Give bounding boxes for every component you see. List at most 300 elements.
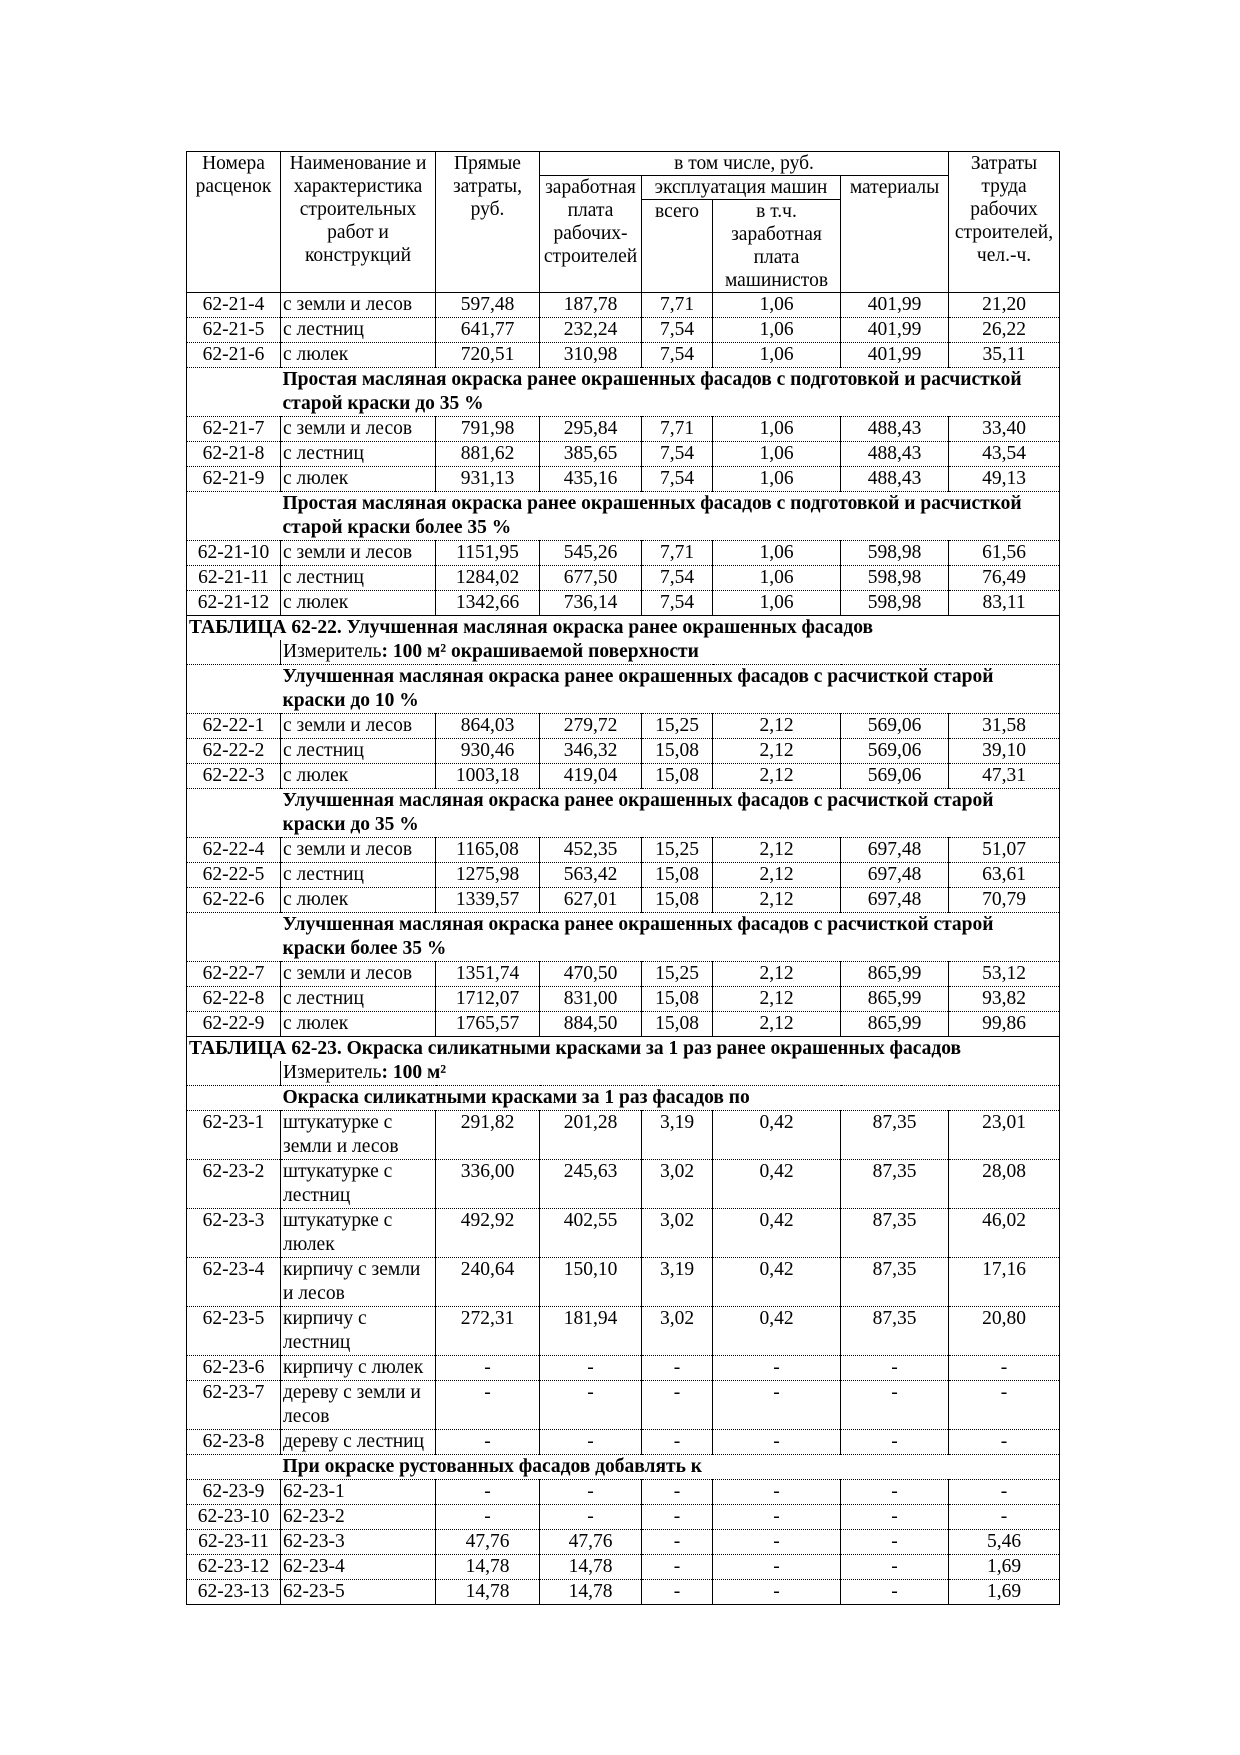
- cell-direct-cost: 47,76: [436, 1530, 540, 1555]
- cell-name: кирпичу с лестниц: [281, 1307, 436, 1356]
- cell-wage: 452,35: [540, 838, 642, 863]
- cell-machines-wage: -: [713, 1505, 841, 1530]
- cell-labor: 39,10: [949, 739, 1060, 764]
- cell-machines-wage: 1,06: [713, 293, 841, 318]
- cell-wage: 14,78: [540, 1580, 642, 1605]
- cell-machines-total: 3,19: [642, 1111, 713, 1160]
- cell-name: дереву с лестниц: [281, 1430, 436, 1455]
- table-row: [187, 1209, 1060, 1258]
- cell-wage: 385,65: [540, 442, 642, 467]
- table-row: [187, 318, 1060, 343]
- cell-direct-cost: 930,46: [436, 739, 540, 764]
- cell-materials: 488,43: [841, 417, 949, 442]
- cell-machines-total: 15,08: [642, 987, 713, 1012]
- cell-materials: -: [841, 1555, 949, 1580]
- cell-wage: 201,28: [540, 1111, 642, 1160]
- cell-materials: -: [841, 1381, 949, 1430]
- cell-wage: -: [540, 1381, 642, 1430]
- cell-name: с земли и лесов: [281, 838, 436, 863]
- cell-code: 62-21-11: [187, 566, 281, 591]
- cell-machines-wage: 2,12: [713, 764, 841, 789]
- cell-machines-wage: -: [713, 1381, 841, 1430]
- cell-wage: 232,24: [540, 318, 642, 343]
- cell-direct-cost: 1765,57: [436, 1012, 540, 1037]
- table-title-row: [187, 1037, 1060, 1062]
- cell-materials: 569,06: [841, 739, 949, 764]
- cell-labor: 31,58: [949, 714, 1060, 739]
- table-row: [187, 591, 1060, 616]
- cell-materials: 87,35: [841, 1307, 949, 1356]
- cell-name: с земли и лесов: [281, 962, 436, 987]
- cell-code: 62-23-7: [187, 1381, 281, 1430]
- cell-wage: 677,50: [540, 566, 642, 591]
- cell-direct-cost: 240,64: [436, 1258, 540, 1307]
- table-row: [187, 566, 1060, 591]
- header-direct: Прямые затраты, руб.: [436, 152, 540, 293]
- section-heading: Окраска силикатными красками за 1 раз фасадов по: [281, 1086, 1060, 1111]
- table-row: [187, 714, 1060, 739]
- cell-wage: 245,63: [540, 1160, 642, 1209]
- cell-machines-total: 7,54: [642, 442, 713, 467]
- cell-machines-wage: 2,12: [713, 987, 841, 1012]
- cell-labor: -: [949, 1505, 1060, 1530]
- cell-machines-total: -: [642, 1530, 713, 1555]
- table-title-row: [187, 616, 1060, 641]
- cell-wage: -: [540, 1356, 642, 1381]
- cell-labor: 70,79: [949, 888, 1060, 913]
- section-heading: Простая масляная окраска ранее окрашенных фасадов с подготовкой и расчисткой старой краски до 35 %: [281, 368, 1060, 417]
- cell-labor: 1,69: [949, 1580, 1060, 1605]
- cell-name: с люлек: [281, 764, 436, 789]
- header-labor: Затраты труда рабочих строителей, чел.-ч.: [949, 152, 1060, 293]
- cell-machines-total: 7,54: [642, 343, 713, 368]
- cell-machines-total: -: [642, 1555, 713, 1580]
- cell-labor: 23,01: [949, 1111, 1060, 1160]
- table-row: [187, 343, 1060, 368]
- cell-wage: 402,55: [540, 1209, 642, 1258]
- cell-direct-cost: 492,92: [436, 1209, 540, 1258]
- measure-spacer: [187, 640, 281, 665]
- header-row-1: [187, 152, 1060, 176]
- cell-machines-wage: 0,42: [713, 1258, 841, 1307]
- cell-direct-cost: -: [436, 1356, 540, 1381]
- cell-materials: 569,06: [841, 764, 949, 789]
- cell-code: 62-22-4: [187, 838, 281, 863]
- cell-direct-cost: 1284,02: [436, 566, 540, 591]
- cell-code: 62-23-10: [187, 1505, 281, 1530]
- measure-value: : 100 м² окрашиваемой поверхности: [381, 641, 699, 662]
- header-wage: заработная плата рабочих-строителей: [540, 176, 642, 293]
- header-name: Наименование и характеристика строительных работ и конструкций: [281, 152, 436, 293]
- cell-machines-wage: 1,06: [713, 442, 841, 467]
- cell-direct-cost: 1165,08: [436, 838, 540, 863]
- cell-code: 62-22-5: [187, 863, 281, 888]
- table-row: [187, 1356, 1060, 1381]
- cell-machines-wage: -: [713, 1430, 841, 1455]
- cell-machines-wage: 2,12: [713, 1012, 841, 1037]
- cell-labor: 21,20: [949, 293, 1060, 318]
- cell-machines-total: 15,08: [642, 764, 713, 789]
- cell-direct-cost: -: [436, 1381, 540, 1430]
- cell-materials: 865,99: [841, 987, 949, 1012]
- table-row: [187, 1307, 1060, 1356]
- cell-code: 62-22-2: [187, 739, 281, 764]
- cell-wage: 310,98: [540, 343, 642, 368]
- cell-labor: 83,11: [949, 591, 1060, 616]
- measure-row: [187, 1061, 1060, 1086]
- cell-labor: 26,22: [949, 318, 1060, 343]
- cell-labor: 46,02: [949, 1209, 1060, 1258]
- cell-machines-total: 7,71: [642, 417, 713, 442]
- cell-machines-wage: 1,06: [713, 591, 841, 616]
- table-row: [187, 1580, 1060, 1605]
- section-heading-row: [187, 1455, 1060, 1480]
- cell-materials: 598,98: [841, 566, 949, 591]
- table-row: [187, 1160, 1060, 1209]
- cell-name: 62-23-3: [281, 1530, 436, 1555]
- cell-materials: 598,98: [841, 591, 949, 616]
- measure-unit: [281, 1061, 1060, 1086]
- cell-materials: 87,35: [841, 1258, 949, 1307]
- cell-materials: -: [841, 1505, 949, 1530]
- cell-materials: 697,48: [841, 863, 949, 888]
- cell-wage: 295,84: [540, 417, 642, 442]
- table-row: [187, 1012, 1060, 1037]
- table-row: [187, 1381, 1060, 1430]
- table-row: [187, 1111, 1060, 1160]
- cell-code: 62-23-13: [187, 1580, 281, 1605]
- cell-machines-wage: 0,42: [713, 1111, 841, 1160]
- cell-code: 62-21-9: [187, 467, 281, 492]
- cell-materials: 87,35: [841, 1209, 949, 1258]
- table-row: [187, 987, 1060, 1012]
- table-row: [187, 1258, 1060, 1307]
- cell-wage: 187,78: [540, 293, 642, 318]
- section-heading: При окраске рустованных фасадов добавлять к: [281, 1455, 1060, 1480]
- cell-labor: 17,16: [949, 1258, 1060, 1307]
- cell-machines-total: -: [642, 1430, 713, 1455]
- cell-machines-wage: -: [713, 1530, 841, 1555]
- cell-name: с лестниц: [281, 442, 436, 467]
- cell-wage: 627,01: [540, 888, 642, 913]
- cell-name: кирпичу с земли и лесов: [281, 1258, 436, 1307]
- table-row: [187, 1480, 1060, 1505]
- cell-wage: 279,72: [540, 714, 642, 739]
- cell-direct-cost: 931,13: [436, 467, 540, 492]
- cell-name: с земли и лесов: [281, 417, 436, 442]
- measure-label: Измеритель: [283, 1062, 382, 1083]
- cell-name: с люлек: [281, 467, 436, 492]
- cell-code: 62-21-5: [187, 318, 281, 343]
- cell-machines-total: 15,25: [642, 838, 713, 863]
- cell-wage: 419,04: [540, 764, 642, 789]
- cell-machines-wage: -: [713, 1580, 841, 1605]
- cell-materials: -: [841, 1580, 949, 1605]
- cell-code: 62-21-4: [187, 293, 281, 318]
- cell-machines-total: 3,19: [642, 1258, 713, 1307]
- cell-materials: -: [841, 1430, 949, 1455]
- cell-machines-wage: 0,42: [713, 1209, 841, 1258]
- cell-machines-total: 15,08: [642, 863, 713, 888]
- cell-labor: 99,86: [949, 1012, 1060, 1037]
- section-spacer: [187, 1086, 281, 1111]
- cell-machines-wage: 1,06: [713, 467, 841, 492]
- cell-wage: -: [540, 1430, 642, 1455]
- header-code: Номера расценок: [187, 152, 281, 293]
- cell-labor: 35,11: [949, 343, 1060, 368]
- cell-machines-wage: 2,12: [713, 962, 841, 987]
- cell-machines-wage: 1,06: [713, 417, 841, 442]
- cell-machines-total: -: [642, 1580, 713, 1605]
- cell-machines-total: 7,54: [642, 318, 713, 343]
- measure-value: : 100 м²: [381, 1062, 447, 1083]
- cell-machines-total: 3,02: [642, 1160, 713, 1209]
- cell-direct-cost: 14,78: [436, 1555, 540, 1580]
- measure-spacer: [187, 1061, 281, 1086]
- rates-table: [186, 151, 1060, 1605]
- cell-wage: 545,26: [540, 541, 642, 566]
- table-row: [187, 442, 1060, 467]
- cell-materials: 401,99: [841, 318, 949, 343]
- cell-labor: 61,56: [949, 541, 1060, 566]
- cell-code: 62-23-11: [187, 1530, 281, 1555]
- cell-code: 62-22-9: [187, 1012, 281, 1037]
- cell-name: с лестниц: [281, 739, 436, 764]
- cell-labor: 5,46: [949, 1530, 1060, 1555]
- table-row: [187, 764, 1060, 789]
- table-row: [187, 1555, 1060, 1580]
- cell-machines-wage: -: [713, 1555, 841, 1580]
- cell-code: 62-21-10: [187, 541, 281, 566]
- header-machines-wage: в т.ч. заработная плата машинистов: [713, 200, 841, 293]
- section-spacer: [187, 789, 281, 838]
- cell-labor: -: [949, 1356, 1060, 1381]
- cell-materials: 697,48: [841, 888, 949, 913]
- cell-labor: 43,54: [949, 442, 1060, 467]
- cell-labor: 49,13: [949, 467, 1060, 492]
- section-heading-row: [187, 913, 1060, 962]
- cell-wage: 736,14: [540, 591, 642, 616]
- cell-name: с земли и лесов: [281, 541, 436, 566]
- cell-machines-total: -: [642, 1505, 713, 1530]
- cell-direct-cost: -: [436, 1480, 540, 1505]
- cell-machines-wage: -: [713, 1480, 841, 1505]
- cell-direct-cost: -: [436, 1430, 540, 1455]
- table-row: [187, 293, 1060, 318]
- cell-machines-total: -: [642, 1381, 713, 1430]
- cell-machines-total: -: [642, 1356, 713, 1381]
- cell-machines-total: -: [642, 1480, 713, 1505]
- cell-machines-total: 3,02: [642, 1307, 713, 1356]
- cell-machines-total: 15,25: [642, 962, 713, 987]
- cell-direct-cost: 1712,07: [436, 987, 540, 1012]
- cell-wage: 150,10: [540, 1258, 642, 1307]
- cell-wage: 470,50: [540, 962, 642, 987]
- cell-machines-wage: 2,12: [713, 838, 841, 863]
- cell-materials: 569,06: [841, 714, 949, 739]
- cell-code: 62-21-6: [187, 343, 281, 368]
- cell-wage: 435,16: [540, 467, 642, 492]
- cell-name: с люлек: [281, 343, 436, 368]
- cell-materials: 697,48: [841, 838, 949, 863]
- cell-code: 62-22-8: [187, 987, 281, 1012]
- cell-direct-cost: 291,82: [436, 1111, 540, 1160]
- cell-direct-cost: 1151,95: [436, 541, 540, 566]
- cell-name: кирпичу с люлек: [281, 1356, 436, 1381]
- cell-machines-total: 7,54: [642, 591, 713, 616]
- cell-materials: 401,99: [841, 343, 949, 368]
- table-title: ТАБЛИЦА 62-23. Окраска силикатными красками за 1 раз ранее окрашенных фасадов: [187, 1037, 1060, 1062]
- table-row: [187, 417, 1060, 442]
- cell-wage: 831,00: [540, 987, 642, 1012]
- cell-name: с люлек: [281, 1012, 436, 1037]
- table-row: [187, 467, 1060, 492]
- cell-code: 62-23-2: [187, 1160, 281, 1209]
- cell-direct-cost: 14,78: [436, 1580, 540, 1605]
- section-heading-row: [187, 789, 1060, 838]
- cell-name: штукатурке с земли и лесов: [281, 1111, 436, 1160]
- section-heading: Улучшенная масляная окраска ранее окрашенных фасадов с расчисткой старой краски до 35 %: [281, 789, 1060, 838]
- cell-direct-cost: 1275,98: [436, 863, 540, 888]
- cell-direct-cost: 1342,66: [436, 591, 540, 616]
- cell-machines-total: 15,08: [642, 739, 713, 764]
- section-spacer: [187, 665, 281, 714]
- cell-labor: 53,12: [949, 962, 1060, 987]
- section-heading-row: [187, 368, 1060, 417]
- cell-labor: 33,40: [949, 417, 1060, 442]
- table-row: [187, 1430, 1060, 1455]
- cell-direct-cost: 1003,18: [436, 764, 540, 789]
- header-materials: материалы: [841, 176, 949, 293]
- cell-wage: 563,42: [540, 863, 642, 888]
- cell-name: с лестниц: [281, 318, 436, 343]
- header-machines-total: всего: [642, 200, 713, 293]
- cell-labor: 1,69: [949, 1555, 1060, 1580]
- table-row: [187, 1530, 1060, 1555]
- cell-materials: 865,99: [841, 1012, 949, 1037]
- cell-name: с земли и лесов: [281, 714, 436, 739]
- cell-name: с лестниц: [281, 863, 436, 888]
- cell-wage: 14,78: [540, 1555, 642, 1580]
- section-heading: Простая масляная окраска ранее окрашенных фасадов с подготовкой и расчисткой старой краски более 35 %: [281, 492, 1060, 541]
- cell-machines-wage: 2,12: [713, 714, 841, 739]
- cell-machines-total: 15,25: [642, 714, 713, 739]
- measure-unit: [281, 640, 1060, 665]
- cell-machines-wage: 2,12: [713, 888, 841, 913]
- table-row: [187, 838, 1060, 863]
- section-spacer: [187, 368, 281, 417]
- cell-code: 62-22-3: [187, 764, 281, 789]
- table-row: [187, 962, 1060, 987]
- cell-machines-wage: -: [713, 1356, 841, 1381]
- cell-name: дереву с земли и лесов: [281, 1381, 436, 1430]
- cell-materials: 488,43: [841, 467, 949, 492]
- cell-direct-cost: 597,48: [436, 293, 540, 318]
- table-title: ТАБЛИЦА 62-22. Улучшенная масляная окраска ранее окрашенных фасадов: [187, 616, 1060, 641]
- cell-name: 62-23-5: [281, 1580, 436, 1605]
- cell-machines-total: 7,71: [642, 541, 713, 566]
- table-row: [187, 1505, 1060, 1530]
- cell-wage: -: [540, 1480, 642, 1505]
- cell-code: 62-23-8: [187, 1430, 281, 1455]
- cell-materials: 598,98: [841, 541, 949, 566]
- cell-labor: 63,61: [949, 863, 1060, 888]
- section-heading-row: [187, 1086, 1060, 1111]
- cell-labor: 28,08: [949, 1160, 1060, 1209]
- cell-name: 62-23-1: [281, 1480, 436, 1505]
- cell-direct-cost: 272,31: [436, 1307, 540, 1356]
- cell-code: 62-23-3: [187, 1209, 281, 1258]
- cell-labor: 20,80: [949, 1307, 1060, 1356]
- cell-code: 62-23-5: [187, 1307, 281, 1356]
- cell-code: 62-23-9: [187, 1480, 281, 1505]
- cell-labor: -: [949, 1381, 1060, 1430]
- cell-direct-cost: 1351,74: [436, 962, 540, 987]
- cell-name: 62-23-4: [281, 1555, 436, 1580]
- cell-materials: 401,99: [841, 293, 949, 318]
- cell-machines-wage: 1,06: [713, 541, 841, 566]
- cell-materials: -: [841, 1530, 949, 1555]
- cell-code: 62-23-6: [187, 1356, 281, 1381]
- cell-labor: -: [949, 1480, 1060, 1505]
- cell-labor: 76,49: [949, 566, 1060, 591]
- cell-code: 62-23-1: [187, 1111, 281, 1160]
- cell-materials: -: [841, 1480, 949, 1505]
- cell-name: с люлек: [281, 591, 436, 616]
- cell-wage: 346,32: [540, 739, 642, 764]
- cell-machines-wage: 1,06: [713, 318, 841, 343]
- cell-direct-cost: 1339,57: [436, 888, 540, 913]
- cell-name: с лестниц: [281, 987, 436, 1012]
- cell-direct-cost: 864,03: [436, 714, 540, 739]
- header-machines: эксплуатация машин: [642, 176, 841, 200]
- table-row: [187, 863, 1060, 888]
- cell-materials: 865,99: [841, 962, 949, 987]
- section-heading-row: [187, 492, 1060, 541]
- cell-labor: -: [949, 1430, 1060, 1455]
- section-spacer: [187, 1455, 281, 1480]
- cell-machines-total: 15,08: [642, 888, 713, 913]
- cell-machines-wage: 2,12: [713, 739, 841, 764]
- cell-code: 62-21-8: [187, 442, 281, 467]
- cell-wage: 884,50: [540, 1012, 642, 1037]
- cell-code: 62-21-12: [187, 591, 281, 616]
- cell-direct-cost: 791,98: [436, 417, 540, 442]
- cell-labor: 47,31: [949, 764, 1060, 789]
- cell-machines-wage: 0,42: [713, 1307, 841, 1356]
- cell-machines-wage: 2,12: [713, 863, 841, 888]
- measure-row: [187, 640, 1060, 665]
- cell-labor: 93,82: [949, 987, 1060, 1012]
- section-heading-row: [187, 665, 1060, 714]
- section-spacer: [187, 913, 281, 962]
- cell-direct-cost: -: [436, 1505, 540, 1530]
- cell-wage: 47,76: [540, 1530, 642, 1555]
- cell-labor: 51,07: [949, 838, 1060, 863]
- cell-machines-total: 7,54: [642, 467, 713, 492]
- cell-machines-total: 3,02: [642, 1209, 713, 1258]
- cell-machines-total: 7,54: [642, 566, 713, 591]
- cell-name: 62-23-2: [281, 1505, 436, 1530]
- cell-materials: -: [841, 1356, 949, 1381]
- cell-direct-cost: 336,00: [436, 1160, 540, 1209]
- cell-name: с земли и лесов: [281, 293, 436, 318]
- section-heading: Улучшенная масляная окраска ранее окрашенных фасадов с расчисткой старой краски до 10 %: [281, 665, 1060, 714]
- cell-machines-total: 15,08: [642, 1012, 713, 1037]
- cell-code: 62-23-4: [187, 1258, 281, 1307]
- section-spacer: [187, 492, 281, 541]
- cell-name: штукатурке с люлек: [281, 1209, 436, 1258]
